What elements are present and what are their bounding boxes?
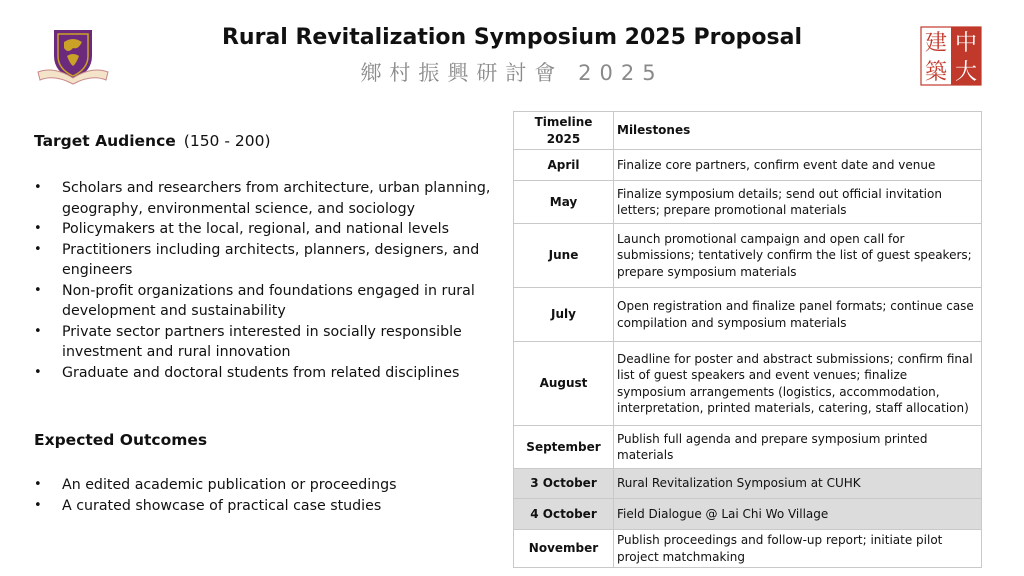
milestone-cell: Open registration and finalize panel formats; continue case compilation and symposium materials	[614, 288, 982, 342]
list-item: • Scholars and researchers from architecture, urban planning, geography, environmental science, and sociology	[34, 178, 494, 219]
milestone-cell: Finalize core partners, confirm event date and venue	[614, 150, 982, 181]
svg-text:建: 建	[924, 31, 948, 56]
milestone-cell: Deadline for poster and abstract submissions; confirm final list of guest speakers and event venues; finalize symposium arrangements (logistics, accommodation, interpretation, printed materials, catering, staff allocation)	[614, 342, 982, 426]
table-row	[514, 426, 982, 469]
month-cell: April	[514, 150, 614, 181]
month-cell: July	[514, 288, 614, 342]
table-header-row	[514, 112, 982, 150]
month-cell: 4 October	[514, 499, 614, 530]
target-audience-list	[34, 178, 494, 383]
expected-outcomes-heading: Expected Outcomes	[34, 431, 208, 449]
table-row	[514, 224, 982, 288]
milestone-cell: Launch promotional campaign and open call for submissions; tentatively confirm the list of guest speakers; prepare symposium materials	[614, 224, 982, 288]
svg-text:築: 築	[924, 60, 948, 85]
page-title: Rural Revitalization Symposium 2025 Proposal	[221, 25, 802, 50]
table-row	[514, 469, 982, 499]
list-item: • Graduate and doctoral students from related disciplines	[34, 363, 494, 384]
expected-outcomes-list	[34, 475, 494, 516]
list-item: • A curated showcase of practical case studies	[34, 496, 494, 517]
timeline-table	[513, 111, 982, 568]
table-row	[514, 530, 982, 568]
target-audience-heading	[34, 132, 494, 150]
month-cell: 3 October	[514, 469, 614, 499]
month-cell: June	[514, 224, 614, 288]
milestone-cell: Finalize symposium details; send out official invitation letters; prepare promotional materials	[614, 181, 982, 224]
milestone-cell: Publish proceedings and follow-up report; initiate pilot project matchmaking	[614, 530, 982, 568]
left-column	[34, 132, 494, 516]
column-header-timeline: Timeline 2025	[514, 112, 614, 150]
table-row	[514, 288, 982, 342]
table-row	[514, 150, 982, 181]
list-item: • Private sector partners interested in socially responsible investment and rural innovation	[34, 322, 494, 363]
milestone-cell: Rural Revitalization Symposium at CUHK	[614, 469, 982, 499]
table-row	[514, 181, 982, 224]
milestone-cell: Field Dialogue @ Lai Chi Wo Village	[614, 499, 982, 530]
page-subtitle: 鄉村振興研討會 2025	[360, 61, 664, 85]
list-item: • Practitioners including architects, planners, designers, and engineers	[34, 240, 494, 281]
svg-text:大: 大	[954, 60, 978, 85]
month-cell: May	[514, 181, 614, 224]
month-cell: November	[514, 530, 614, 568]
target-audience-title: Target Audience	[34, 132, 176, 150]
table-row	[514, 499, 982, 530]
target-audience-range: (150 - 200)	[183, 132, 271, 150]
month-cell: August	[514, 342, 614, 426]
milestone-cell: Publish full agenda and prepare symposium printed materials	[614, 426, 982, 469]
month-cell: September	[514, 426, 614, 469]
list-item: • Policymakers at the local, regional, and national levels	[34, 219, 494, 240]
svg-text:中: 中	[954, 31, 978, 56]
list-item: • An edited academic publication or proceedings	[34, 475, 494, 496]
column-header-milestones: Milestones	[614, 112, 982, 150]
list-item: • Non-profit organizations and foundations engaged in rural development and sustainability	[34, 281, 494, 322]
table-row	[514, 342, 982, 426]
